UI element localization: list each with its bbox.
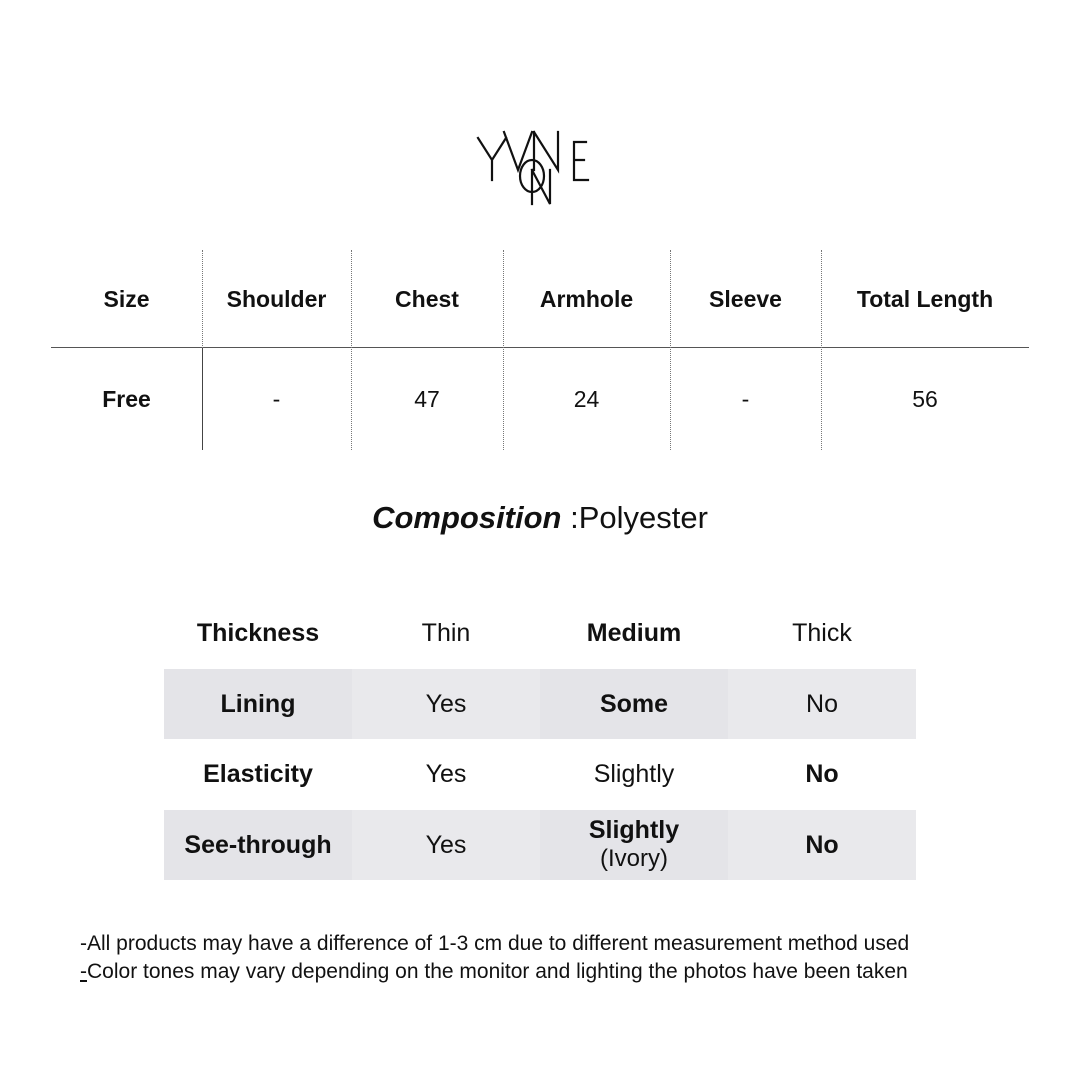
option-cell-selected: Some	[540, 669, 728, 740]
column-divider	[821, 250, 822, 450]
fabric-row-see-through	[164, 810, 916, 881]
note-dash: -	[80, 960, 87, 983]
cell-shoulder: -	[272, 385, 281, 412]
option-cell: No	[728, 669, 916, 740]
header-sleeve: Sleeve	[709, 285, 782, 312]
row-label: See-through	[164, 810, 352, 881]
fabric-row-elasticity	[164, 739, 916, 810]
column-divider	[503, 250, 504, 450]
fabric-row-thickness	[164, 598, 916, 669]
option-cell: Yes	[352, 669, 540, 740]
option-note: (Ivory)	[600, 845, 668, 873]
disclaimer-notes	[80, 930, 909, 986]
option-cell: Yes	[352, 810, 540, 881]
composition-value: :Polyester	[561, 500, 708, 535]
header-total-length: Total Length	[856, 285, 994, 312]
fabric-row-lining	[164, 669, 916, 740]
cell-total-length: 56	[912, 385, 938, 412]
header-shoulder: Shoulder	[226, 285, 327, 312]
option-text: Slightly	[588, 816, 680, 845]
row-label: Thickness	[196, 619, 320, 648]
option-cell: Thick	[792, 619, 852, 648]
column-divider	[202, 250, 203, 348]
option-cell: Slightly	[593, 760, 675, 789]
cell-size: Free	[102, 385, 151, 412]
header-armhole: Armhole	[539, 285, 634, 312]
option-cell-selected: No	[728, 810, 916, 881]
cell-armhole: 24	[573, 385, 600, 412]
column-divider	[202, 348, 203, 450]
option-cell: Thin	[421, 619, 471, 648]
cell-sleeve: -	[741, 385, 750, 412]
option-cell: Yes	[425, 760, 467, 789]
option-cell-selected	[540, 810, 728, 881]
header-chest: Chest	[395, 285, 459, 312]
brand-logo-mark	[470, 118, 610, 210]
option-cell-selected: Medium	[586, 619, 682, 648]
note-text: Color tones may vary depending on the monitor and lighting the photos have been taken	[87, 960, 908, 983]
cell-chest: 47	[414, 385, 440, 412]
column-divider	[351, 250, 352, 450]
row-label: Lining	[164, 669, 352, 740]
header-size: Size	[103, 285, 150, 312]
column-divider	[670, 250, 671, 450]
size-table	[51, 250, 1029, 450]
row-label: Elasticity	[203, 760, 313, 789]
fabric-table	[164, 598, 916, 880]
note-line: -All products may have a difference of 1-3 cm due to different measurement method used	[80, 932, 910, 955]
option-cell-selected: No	[805, 760, 839, 789]
note-line	[80, 958, 909, 986]
composition-line	[0, 500, 1080, 536]
composition-label: Composition	[372, 500, 562, 535]
brand-logo	[470, 118, 610, 210]
